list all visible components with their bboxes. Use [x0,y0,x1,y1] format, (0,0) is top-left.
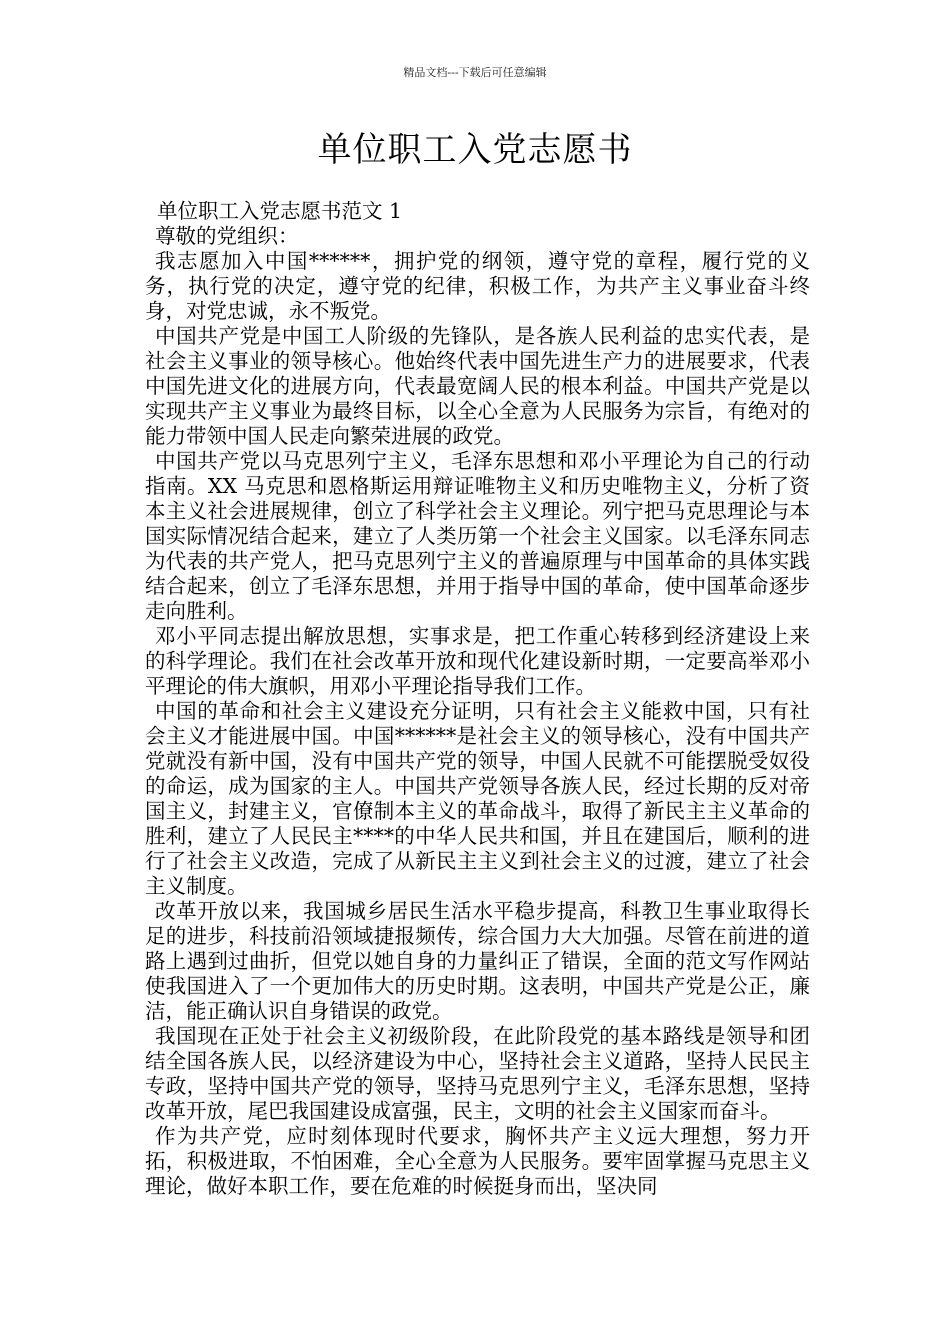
paragraph: 改革开放以来，我国城乡居民生活水平稳步提高，科教卫生事业取得长足的进步，科技前沿领域捷报频传，综合国力大大加强。尽管在前进的道路上遇到过曲折，但党以她自身的力量纠正了错误，全面的范文写作网站使我国进入了一个更加伟大的历史时期。这表明，中国共产党是公正，廉洁，能正确认识自身错误的政党。 [145,899,810,1023]
page-header: 精品文档---下载后可任意编辑 [403,66,547,79]
paragraph: 我国现在正处于社会主义初级阶段，在此阶段党的基本路线是领导和团结全国各族人民，以经济建设为中心，坚持社会主义道路，坚持人民民主专政，坚持中国共产党的领导，坚持马克思列宁主义，毛泽东思想，坚持改革开放，尾巴我国建设成富强，民主，文明的社会主义国家而奋斗。 [145,1024,810,1123]
paragraph: 邓小平同志提出解放思想，实事求是，把工作重心转移到经济建设上来的科学理论。我们在社会改革开放和现代化建设新时期，一定要高举邓小平理论的伟大旗帜，用邓小平理论指导我们工作。 [145,624,810,698]
document-title: 单位职工入党志愿书 [317,130,633,170]
paragraph: 中国共产党是中国工人阶级的先锋队，是各族人民利益的忠实代表，是社会主义事业的领导核心。他始终代表中国先进生产力的进展要求，代表中国先进文化的进展方向，代表最宽阔人民的根本利益。中国共产党是以实现共产主义事业为最终目标，以全心全意为人民服务为宗旨，有绝对的能力带领中国人民走向繁荣进展的政党。 [145,324,810,448]
document-body [145,199,810,1199]
paragraph: 中国共产党以马克思列宁主义，毛泽东思想和邓小平理论为自己的行动指南。XX 马克思和恩格斯运用辩证唯物主义和历史唯物主义，分析了资本主义社会进展规律，创立了科学社会主义理论。列宁把马克思理论与本国实际情况结合起来，建立了人类历第一个社会主义国家。以毛泽东同志为代表的共产党人，把马克思列宁主义的普遍原理与中国革命的具体实践结合起来，创立了毛泽东思想，并用于指导中国的革命，使中国革命逐步走向胜利。 [145,449,810,623]
paragraph: 我志愿加入中国******，拥护党的纲领，遵守党的章程，履行党的义务，执行党的决定，遵守党的纪律，积极工作，为共产主义事业奋斗终身，对党忠诚，永不叛党。 [145,249,810,323]
salutation: 尊敬的党组织： [155,224,299,248]
paragraph: 中国的革命和社会主义建设充分证明，只有社会主义能救中国，只有社会主义才能进展中国。中国******是社会主义的领导核心，没有中国共产党就没有新中国，没有中国共产党的领导，中国人民就不可能摆脱受奴役的命运，成为国家的主人。中国共产党领导各族人民，经过长期的反对帝国主义，封建主义，官僚制本主义的革命战斗，取得了新民主主义革命的胜利，建立了人民民主****的中华人民共和国，并且在建国后，顺利的进行了社会主义改造，完成了从新民主主义到社会主义的过渡，建立了社会主义制度。 [145,699,810,898]
document-subtitle: 单位职工入党志愿书范文 1 [157,199,403,223]
paragraph: 作为共产党，应时刻体现时代要求，胸怀共产主义远大理想，努力开拓，积极进取，不怕困难，全心全意为人民服务。要牢固掌握马克思主义理论，做好本职工作，要在危难的时候挺身而出，坚决同 [145,1124,810,1198]
